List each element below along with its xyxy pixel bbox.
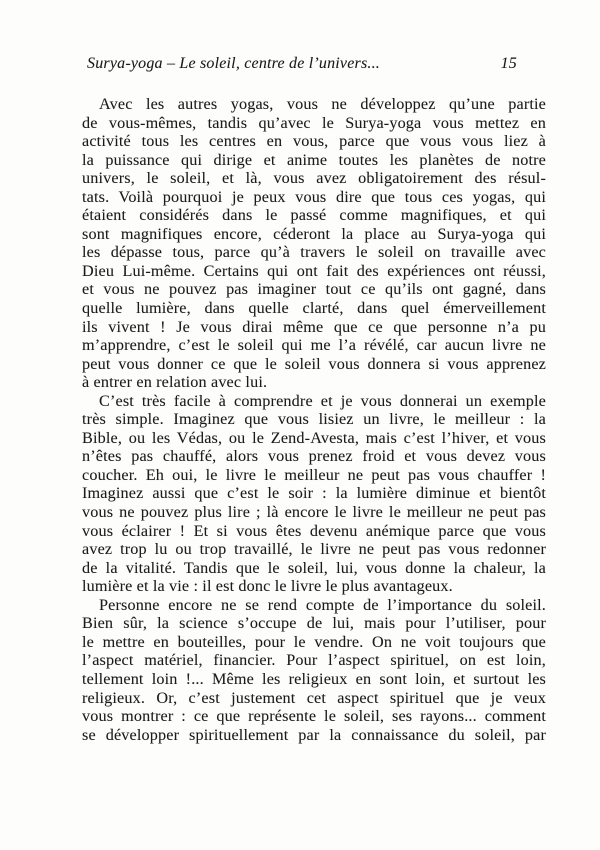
text-line: Bible, ou les Védas, ou le Zend-Avesta, mais c’est l’hiver, et vous <box>82 428 546 447</box>
text-line: lumière et la vie : il est donc le livre le plus avantageux. <box>82 577 453 596</box>
text-line: se développer spirituellement par la connaissance du soleil, par <box>82 725 546 744</box>
text-line: les dépasse tous, parce qu’à travers le soleil on travaille avec <box>82 243 546 262</box>
text-line: religieux. Or, c’est justement cet aspect spirituel que je veux <box>82 688 546 707</box>
text-line: vous éclairer ! Et si vous êtes devenu anémique parce que vous <box>82 521 546 540</box>
text-line: Dieu Lui-même. Certains qui ont fait des expériences ont réussi, <box>82 261 546 280</box>
text-line: le mettre en bouteilles, pour le vendre. On ne voit toujours que <box>82 632 546 651</box>
page-header <box>87 55 517 73</box>
text-line: l’aspect matériel, financier. Pour l’aspect spirituel, on est loin, <box>82 651 546 670</box>
text-line: univers, le soleil, et là, vous avez obligatoirement des résul- <box>82 169 546 188</box>
text-line: la puissance qui dirige et anime toutes les planètes de notre <box>82 150 546 169</box>
text-line: Personne encore ne se rend compte de l’importance du soleil. <box>99 595 546 614</box>
text-line: étaient considérés dans le passé comme magnifiques, et qui <box>82 206 546 225</box>
text-line: activité tous les centres en vous, parce que vous vous liez à <box>82 132 546 151</box>
text-line: Bien sûr, la science s’occupe de lui, mais pour l’utiliser, pour <box>82 614 546 633</box>
text-line: à entrer en relation avec lui. <box>82 373 268 392</box>
text-line: quelle lumière, dans quelle clarté, dans quel émerveillement <box>82 299 546 318</box>
text-line: peut vous donner ce que le soleil vous donnera si vous apprenez <box>82 354 546 373</box>
text-line: et vous ne pouvez pas imaginer tout ce qu’ils ont gagné, dans <box>82 280 546 299</box>
text-line: très simple. Imaginez que vous lisiez un livre, le meilleur : la <box>82 410 546 429</box>
text-line: sont magnifiques encore, céderont la place au Surya-yoga qui <box>82 224 546 243</box>
running-title: Surya-yoga – Le soleil, centre de l’univers... <box>87 55 380 72</box>
text-line: vous montrer : ce que représente le soleil, ses rayons... comment <box>82 707 546 726</box>
text-line: tats. Voilà pourquoi je peux vous dire que tous ces yogas, qui <box>82 187 546 206</box>
text-line: vous ne pouvez plus lire ; là encore le livre le meilleur ne peut pas <box>82 503 546 522</box>
text-block <box>82 95 546 744</box>
text-line: de la vitalité. Tandis que le soleil, lui, vous donne la chaleur, la <box>82 558 546 577</box>
text-line: m’apprendre, c’est le soleil qui me l’a révélé, car aucun livre ne <box>82 336 546 355</box>
text-line: de vous-mêmes, tandis qu’avec le Surya-yoga vous mettez en <box>82 113 546 132</box>
text-line: avez trop lu ou trop travaillé, le livre ne peut pas vous redonner <box>82 540 546 559</box>
text-line: ils vivent ! Je vous dirai même que ce que personne n’a pu <box>82 317 546 336</box>
text-line: n’êtes pas chauffé, alors vous prenez froid et vous devez vous <box>82 447 546 466</box>
text-line: tellement loin !... Même les religieux en sont loin, et surtout les <box>82 669 546 688</box>
text-line: Imaginez aussi que c’est le soir : la lumière diminue et bientôt <box>82 484 546 503</box>
text-line: C’est très facile à comprendre et je vous donnerai un exemple <box>99 391 546 410</box>
text-line: coucher. Eh oui, le livre le meilleur ne peut pas vous chauffer ! <box>82 465 546 484</box>
page-number: 15 <box>500 55 517 72</box>
text-line: Avec les autres yogas, vous ne développez qu’une partie <box>99 95 546 113</box>
